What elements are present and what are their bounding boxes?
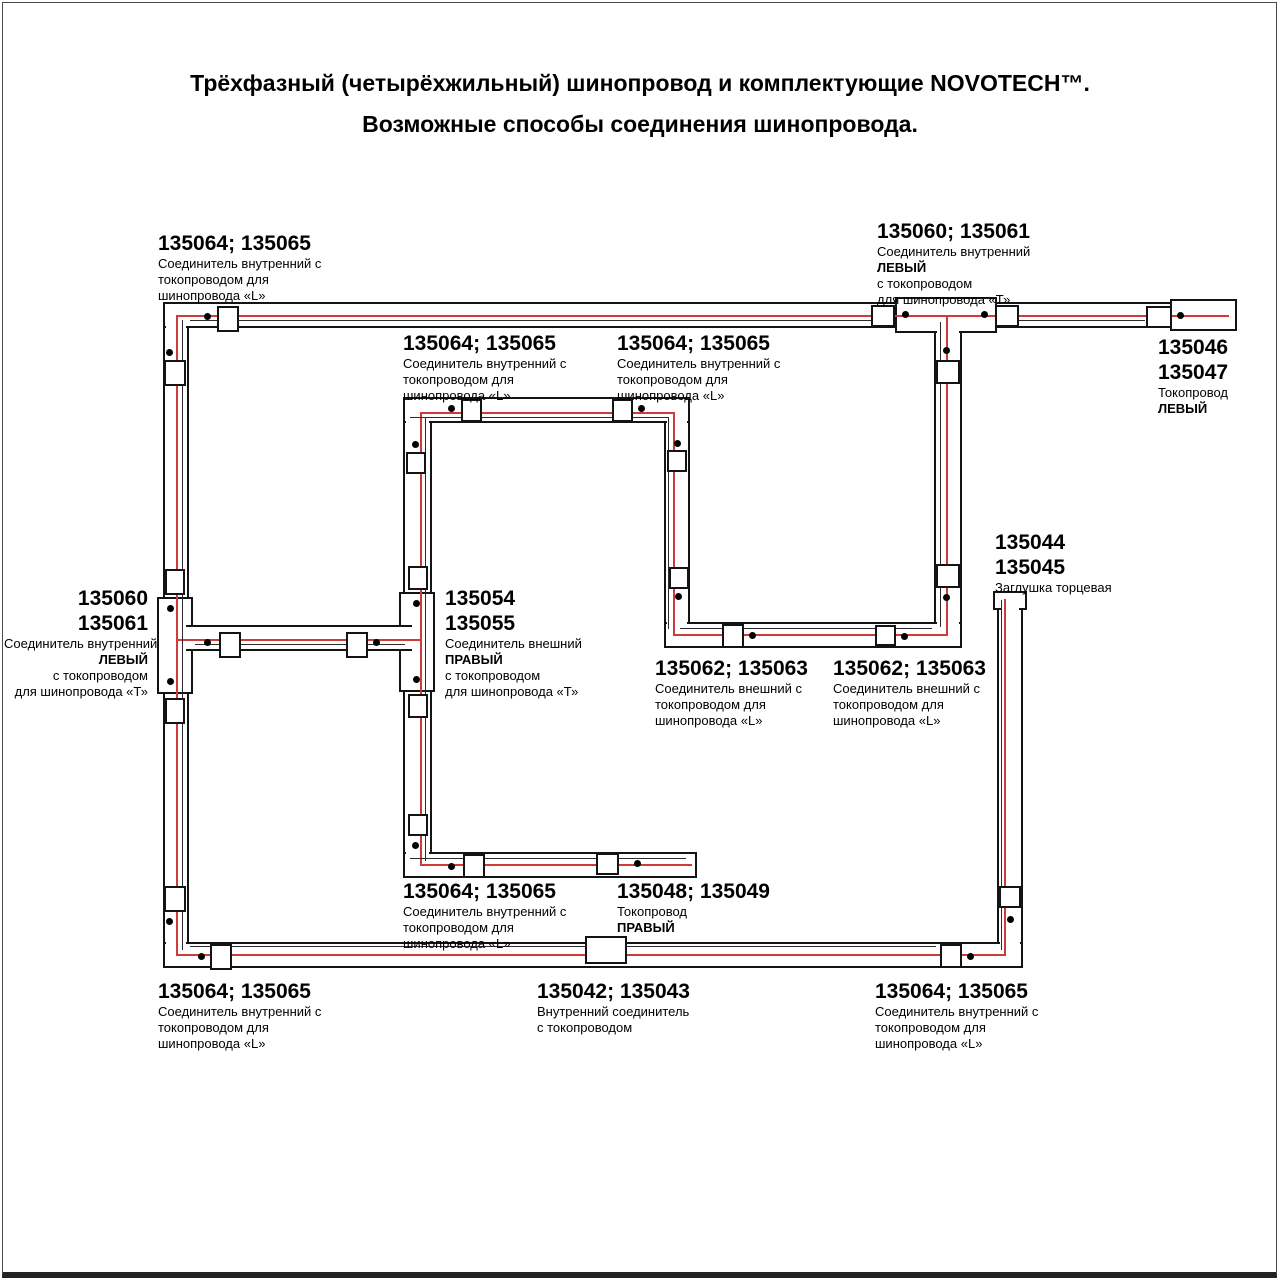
connector-box bbox=[995, 305, 1019, 327]
part-label-ext-l-1: 135062; 135063 Соединитель внешний с токопроводом для шинопровода «L» bbox=[655, 657, 808, 728]
junction-dot bbox=[943, 594, 950, 601]
junction-dot bbox=[413, 676, 420, 683]
flange-line bbox=[1000, 320, 1145, 321]
track-junction-opening bbox=[1000, 941, 1020, 947]
part-label-feed-right: 135048; 135049 Токопровод ПРАВЫЙ bbox=[617, 880, 770, 935]
junction-dot bbox=[204, 313, 211, 320]
connector-box bbox=[669, 567, 689, 589]
part-number: 135062; 135063 bbox=[655, 657, 808, 680]
part-number: 135060 bbox=[77, 587, 148, 610]
part-number: 135054 bbox=[445, 587, 516, 610]
junction-dot bbox=[412, 842, 419, 849]
connector-box bbox=[406, 452, 426, 474]
junction-dot bbox=[1007, 916, 1014, 923]
junction-dot bbox=[901, 633, 908, 640]
connector-box bbox=[219, 632, 241, 658]
part-number: 135062; 135063 bbox=[833, 657, 986, 680]
part-number: 135064; 135065 bbox=[158, 980, 311, 1003]
title-line-2: Возможные способы соединения шинопровода. bbox=[362, 111, 918, 137]
conductor-left bbox=[176, 315, 178, 956]
part-label-bottom-right: 135064; 135065 Соединитель внутренний с токопроводом для шинопровода «L» bbox=[875, 980, 1039, 1051]
part-label-ext-l-2: 135062; 135063 Соединитель внешний с токопроводом для шинопровода «L» bbox=[833, 657, 986, 728]
flange-line bbox=[425, 417, 426, 861]
conductor-inner-top bbox=[420, 412, 675, 414]
part-number: 135064; 135065 bbox=[403, 880, 556, 903]
track-junction-opening bbox=[667, 418, 687, 425]
part-label-ext-right: 135054 135055 Соединитель внешний ПРАВЫЙ с токопроводом для шинопровода «Т» bbox=[445, 587, 582, 699]
junction-dot bbox=[902, 311, 909, 318]
part-number: 135044 bbox=[995, 531, 1066, 554]
connector-box bbox=[875, 625, 896, 646]
connector-box bbox=[722, 624, 744, 648]
connector-box bbox=[165, 698, 185, 724]
junction-dot bbox=[967, 953, 974, 960]
conductor-feed-right bbox=[420, 864, 692, 866]
connector-box bbox=[463, 854, 485, 878]
part-number: 135047 bbox=[1158, 361, 1229, 384]
part-number: 135060; 135061 bbox=[877, 220, 1030, 243]
part-label-left-t: 135060 135061 Соединитель внутренний ЛЕВЫЙ с токопроводом для шинопровода «Т» bbox=[4, 587, 158, 699]
connector-box bbox=[936, 360, 960, 384]
junction-dot bbox=[448, 863, 455, 870]
part-number: 135064; 135065 bbox=[617, 332, 770, 355]
connector-box bbox=[1146, 306, 1172, 328]
part-label-mid-1: 135064; 135065 Соединитель внутренний с токопроводом для шинопровода «L» bbox=[403, 332, 567, 403]
connector-box bbox=[346, 632, 368, 658]
junction-dot bbox=[373, 639, 380, 646]
connector-box bbox=[936, 564, 960, 588]
part-number: 135064; 135065 bbox=[403, 332, 556, 355]
junction-dot bbox=[674, 440, 681, 447]
junction-dot bbox=[634, 860, 641, 867]
part-label-bottom-mid: 135064; 135065 Соединитель внутренний с токопроводом для шинопровода «L» bbox=[403, 880, 567, 951]
part-number: 135045 bbox=[995, 556, 1066, 579]
junction-dot bbox=[166, 918, 173, 925]
junction-dot bbox=[198, 953, 205, 960]
part-label-bottom-left: 135064; 135065 Соединитель внутренний с токопроводом для шинопровода «L» bbox=[158, 980, 322, 1051]
junction-dot bbox=[412, 441, 419, 448]
part-number: 135064; 135065 bbox=[158, 232, 311, 255]
part-number: 135061 bbox=[77, 612, 148, 635]
connector-box bbox=[408, 814, 428, 836]
connector-box bbox=[999, 886, 1021, 908]
junction-dot bbox=[204, 639, 211, 646]
connector-box bbox=[164, 360, 186, 386]
connector-box-internal-feed bbox=[585, 936, 627, 964]
connector-box bbox=[217, 306, 239, 332]
part-number: 135048; 135049 bbox=[617, 880, 770, 903]
junction-dot bbox=[167, 605, 174, 612]
flange-line bbox=[190, 320, 893, 321]
part-number: 135042; 135043 bbox=[537, 980, 690, 1003]
connector-box bbox=[165, 569, 185, 595]
junction-dot bbox=[943, 347, 950, 354]
connector-box bbox=[596, 853, 619, 875]
connector-box bbox=[408, 566, 428, 590]
connector-box bbox=[164, 886, 186, 912]
connector-box bbox=[210, 944, 232, 970]
flange-line bbox=[410, 858, 686, 859]
junction-dot bbox=[167, 678, 174, 685]
conductor-middle bbox=[177, 639, 422, 641]
part-label-end-cap: 135044 135045 Заглушка торцевая bbox=[995, 531, 1112, 595]
flange-line bbox=[668, 417, 669, 629]
junction-dot bbox=[638, 405, 645, 412]
part-label-mid-2: 135064; 135065 Соединитель внутренний с токопроводом для шинопровода «L» bbox=[617, 332, 781, 403]
connector-box bbox=[940, 944, 962, 968]
junction-dot bbox=[166, 349, 173, 356]
track-junction-opening bbox=[667, 621, 687, 627]
part-number: 135055 bbox=[445, 612, 516, 635]
junction-dot bbox=[1177, 312, 1184, 319]
junction-dot bbox=[448, 405, 455, 412]
junction-dot bbox=[981, 311, 988, 318]
part-label-bottom-center: 135042; 135043 Внутренний соединитель с токопроводом bbox=[537, 980, 690, 1035]
junction-dot bbox=[413, 600, 420, 607]
flange-line bbox=[182, 320, 183, 950]
part-number: 135064; 135065 bbox=[875, 980, 1028, 1003]
title-line-1: Трёхфазный (четырёхжильный) шинопровод и комплектующие NOVOTECH™. bbox=[190, 70, 1090, 96]
junction-dot bbox=[749, 632, 756, 639]
part-label-top-right: 135060; 135061 Соединитель внутренний ЛЕВЫЙ с токопроводом для шинопровода «Т» bbox=[877, 220, 1031, 307]
conductor-top bbox=[176, 315, 1229, 317]
junction-dot bbox=[675, 593, 682, 600]
connector-box bbox=[408, 694, 428, 718]
connector-box bbox=[871, 305, 895, 327]
connector-box bbox=[667, 450, 687, 472]
part-number: 135046 bbox=[1158, 336, 1229, 359]
part-label-feed-left: 135046 135047 Токопровод ЛЕВЫЙ bbox=[1158, 336, 1229, 416]
part-label-top-left: 135064; 135065 Соединитель внутренний с токопроводом для шинопровода «L» bbox=[158, 232, 322, 303]
